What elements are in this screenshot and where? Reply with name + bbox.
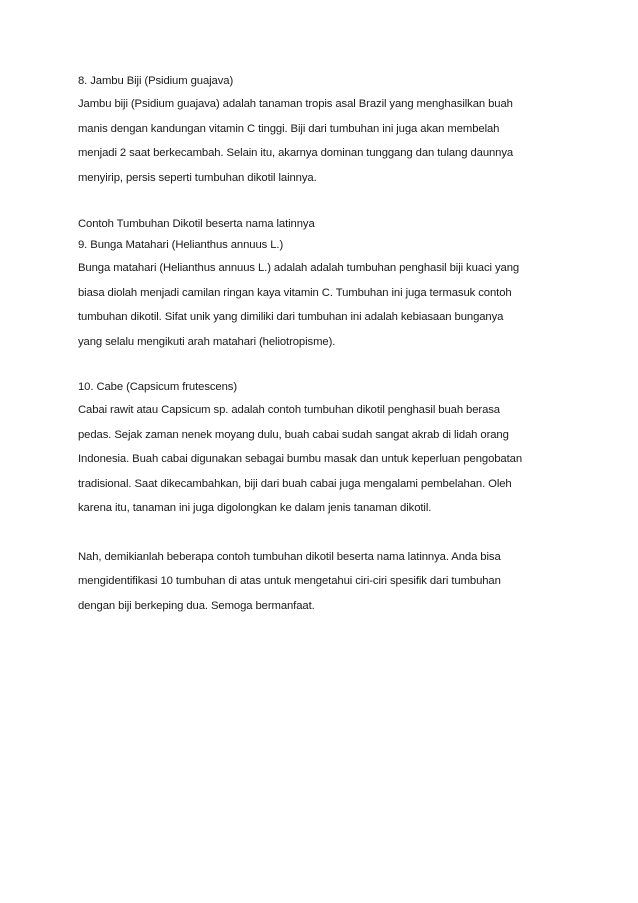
paragraph-line: Nah, demikianlah beberapa contoh tumbuhan dikotil beserta nama latinnya. Anda bisa [78,550,501,563]
paragraph-gap [78,521,564,545]
paragraph-line: manis dengan kandungan vitamin C tinggi. Biji dari tumbuhan ini juga akan membelah [78,122,500,135]
paragraph-bunga-matahari [78,256,564,354]
paragraph-line: tumbuhan dikotil. Sifat unik yang dimiliki dari tumbuhan ini adalah kebiasaan bunganya [78,311,504,323]
paragraph-line: yang selalu mengikuti arah matahari (heliotropisme). [78,335,336,348]
paragraph-line: Bunga matahari (Helianthus annuus L.) adalah adalah tumbuhan penghasil biji kuaci yang [78,262,520,274]
heading-bunga-matahari: 9. Bunga Matahari (Helianthus annuus L.) [78,239,284,251]
paragraph-line: mengidentifikasi 10 tumbuhan di atas untuk mengetahui ciri-ciri spesifik dari tumbuhan [78,575,501,587]
paragraph-cabe [78,398,564,521]
paragraph-line: menjadi 2 saat berkecambah. Selain itu, akarnya dominan tunggang dan tulang daunnya [78,147,514,159]
section-intro-dikotil: Contoh Tumbuhan Dikotil beserta nama latinnya [78,218,315,230]
document-body [78,71,564,618]
paragraph-line: Cabai rawit atau Capsicum sp. adalah contoh tumbuhan dikotil penghasil buah berasa [78,404,500,416]
paragraph-line: dengan biji berkeping dua. Semoga bermanfaat. [78,599,315,612]
paragraph-line: biasa diolah menjadi camilan ringan kaya vitamin C. Tumbuhan ini juga termasuk contoh [78,286,512,299]
paragraph-gap [78,190,564,214]
paragraph-line: menyirip, persis seperti tumbuhan dikotil lainnya. [78,171,317,184]
paragraph-line: pedas. Sejak zaman nenek moyang dulu, buah cabai sudah sangat akrab di lidah orang [78,428,509,441]
heading-jambu-biji: 8. Jambu Biji (Psidium guajava) [78,75,234,87]
paragraph-line: Indonesia. Buah cabai digunakan sebagai bumbu masak dan untuk keperluan pengobatan [78,453,523,465]
paragraph-jambu-biji [78,92,564,190]
paragraph-line: tradisional. Saat dikecambahkan, biji dari buah cabai juga mengalami pembelahan. Oleh [78,477,512,490]
heading-cabe: 10. Cabe (Capsicum frutescens) [78,381,237,393]
paragraph-gap [78,354,564,377]
paragraph-closing [78,545,564,619]
paragraph-line: karena itu, tanaman ini juga digolongkan ke dalam jenis tanaman dikotil. [78,502,432,514]
paragraph-line: Jambu biji (Psidium guajava) adalah tanaman tropis asal Brazil yang menghasilkan buah [78,98,513,110]
